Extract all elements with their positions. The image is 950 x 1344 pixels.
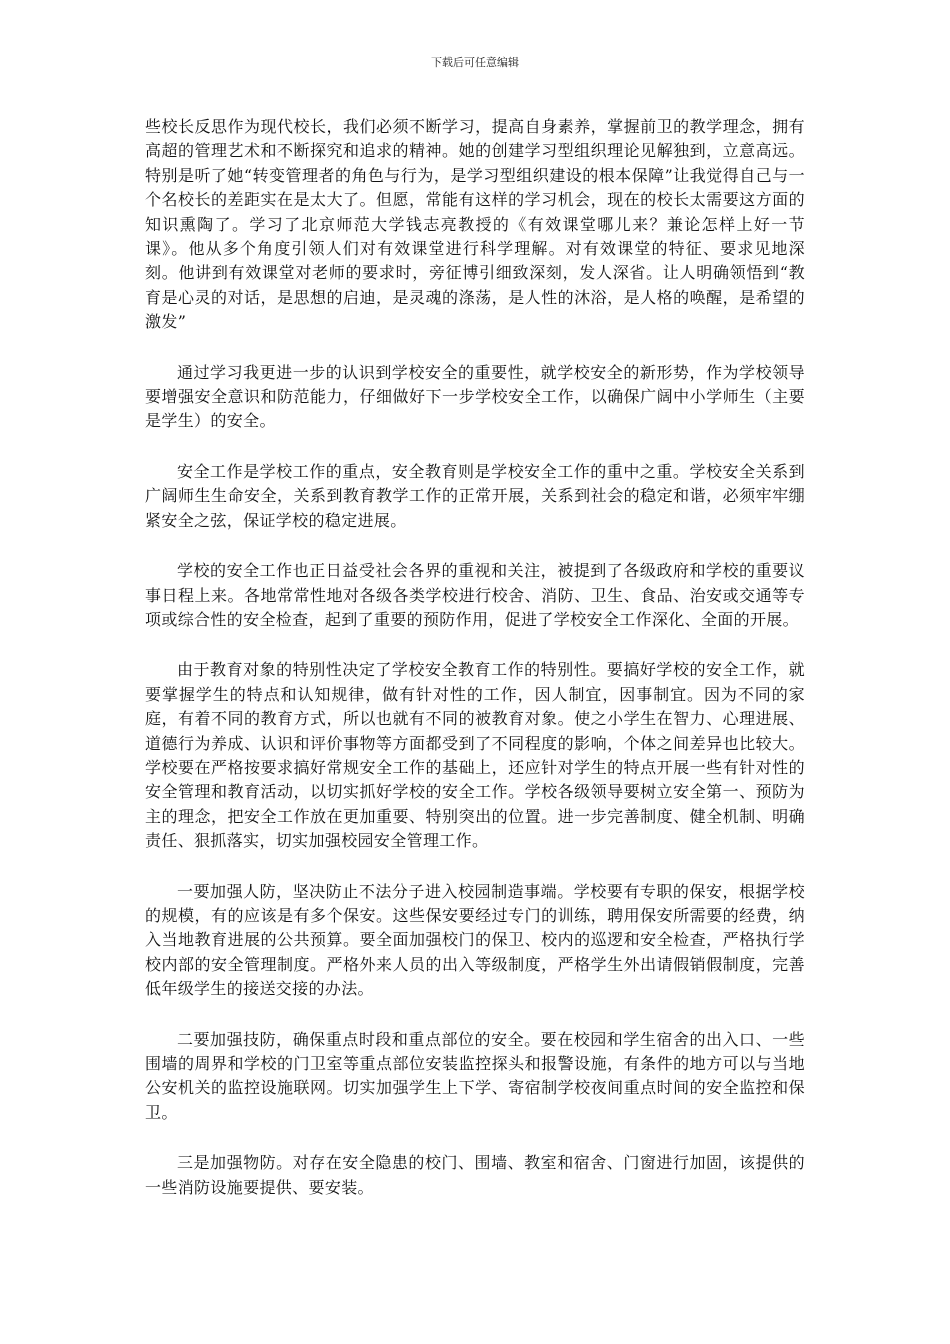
document-body [145, 115, 805, 1226]
paragraph-8: 三是加强物防。对存在安全隐患的校门、围墙、教室和宿舍、门窗进行加固，该提供的一些消防设施要提供、要安装。 [145, 1153, 805, 1197]
paragraph-3: 安全工作是学校工作的重点，安全教育则是学校安全工作的重中之重。学校安全关系到广阔师生生命安全，关系到教育教学工作的正常开展，关系到社会的稳定和谐，必须牢牢绷紧安全之弦，保证学校的稳定进展。 [145, 461, 805, 530]
paragraph-2: 通过学习我更进一步的认识到学校安全的重要性，就学校安全的新形势，作为学校领导要增强安全意识和防范能力，仔细做好下一步学校安全工作，以确保广阔中小学师生（主要是学生）的安全。 [145, 362, 805, 431]
page-header: 下载后可任意编辑 [431, 56, 519, 69]
paragraph-6: 一要加强人防，坚决防止不法分子进入校园制造事端。学校要有专职的保安，根据学校的规模，有的应该是有多个保安。这些保安要经过专门的训练，聘用保安所需要的经费，纳入当地教育进展的公共预算。要全面加强校门的保卫、校内的巡逻和安全检查，严格执行学校内部的安全管理制度。严格外来人员的出入等级制度，严格学生外出请假销假制度，完善低年级学生的接送交接的办法。 [145, 881, 805, 999]
paragraph-7: 二要加强技防，确保重点时段和重点部位的安全。要在校园和学生宿舍的出入口、一些围墙的周界和学校的门卫室等重点部位安装监控探头和报警设施，有条件的地方可以与当地公安机关的监控设施联网。切实加强学生上下学、寄宿制学校夜间重点时间的安全监控和保卫。 [145, 1029, 805, 1122]
paragraph-5: 由于教育对象的特别性决定了学校安全教育工作的特别性。要搞好学校的安全工作，就要掌握学生的特点和认知规律，做有针对性的工作，因人制宜，因事制宜。因为不同的家庭，有着不同的教育方式，所以也就有不同的被教育对象。使之小学生在智力、心理进展、道德行为养成、认识和评价事物等方面都受到了不同程度的影响，个体之间差异也比较大。学校要在严格按要求搞好常规安全工作的基础上，还应针对学生的特点开展一些有针对性的安全管理和教育活动，以切实抓好学校的安全工作。学校各级领导要树立安全第一、预防为主的理念，把安全工作放在更加重要、特别突出的位置。进一步完善制度、健全机制、明确责任、狠抓落实，切实加强校园安全管理工作。 [145, 660, 805, 851]
paragraph-4: 学校的安全工作也正日益受社会各界的重视和关注，被提到了各级政府和学校的重要议事日程上来。各地常常性地对各级各类学校进行校舍、消防、卫生、食品、治安或交通等专项或综合性的安全检查，起到了重要的预防作用，促进了学校安全工作深化、全面的开展。 [145, 561, 805, 629]
paragraph-1: 些校长反思作为现代校长，我们必须不断学习，提高自身素养，掌握前卫的教学理念，拥有高超的管理艺术和不断探究和追求的精神。她的创建学习型组织理论见解独到，立意高远。特别是听了她“转变管理者的角色与行为，是学习型组织建设的根本保障”让我觉得自己与一个名校长的差距实在是太大了。但愿，常能有这样的学习机会，现在的校长太需要这方面的知识熏陶了。学习了北京师范大学钱志亮教授的《有效课堂哪儿来？兼论怎样上好一节课》。他从多个角度引领人们对有效课堂进行科学理解。对有效课堂的特征、要求见地深刻。他讲到有效课堂对老师的要求时，旁征博引细致深刻，发人深省。让人明确领悟到“教育是心灵的对话，是思想的启迪，是灵魂的涤荡，是人性的沐浴，是人格的唤醒，是希望的激发” [145, 117, 805, 332]
